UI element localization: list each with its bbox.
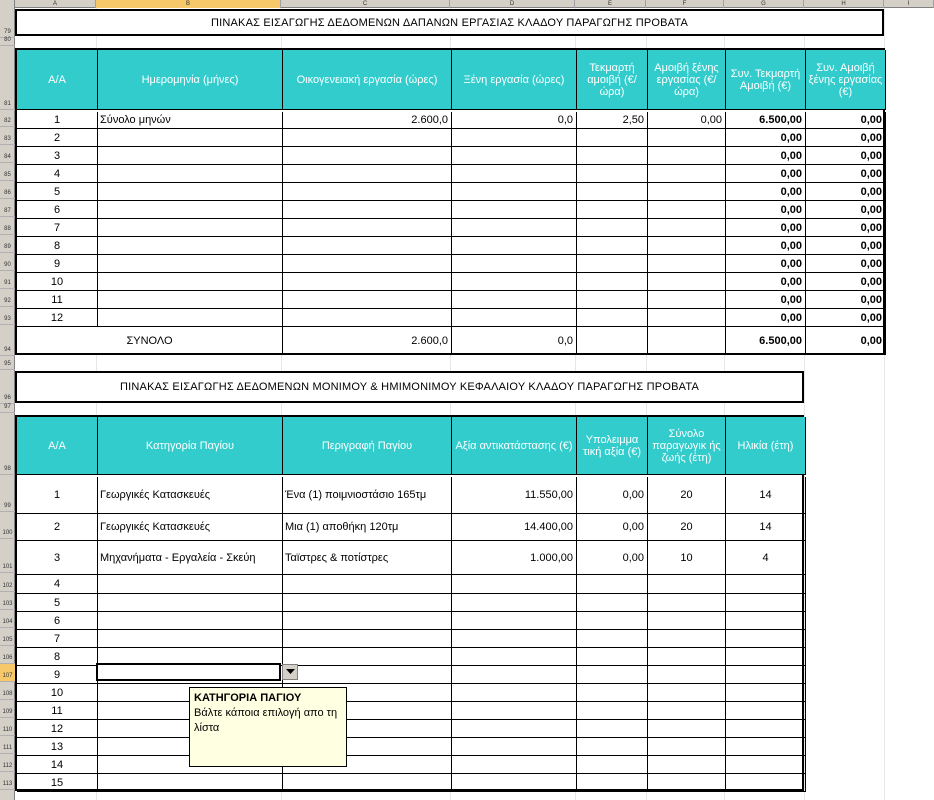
table2-cell[interactable] [452, 684, 577, 702]
table1-cell[interactable]: 0,00 [806, 219, 886, 237]
table2-cell[interactable] [98, 594, 283, 612]
row-header-81[interactable]: 81 [0, 46, 15, 110]
table2-cell: 11 [17, 702, 98, 720]
table2-cell[interactable] [577, 630, 648, 648]
row-header-94[interactable]: 94 [0, 325, 15, 356]
table1-cell[interactable]: 0,00 [726, 219, 806, 237]
table2-title: ΠΙΝΑΚΑΣ ΕΙΣΑΓΩΓΗΣ ΔΕΔΟΜΕΝΩΝ ΜΟΝΙΜΟΥ & ΗΜΙΜΟΝΙΜΟΥ ΚΕΦΑΛΑΙΟΥ ΚΛΑΔΟΥ ΠΑΡΑΓΩΓΗΣ ΠΡΟΒΑΤΑ [15, 371, 804, 403]
column-header-h[interactable]: H [804, 0, 884, 8]
table2-cell[interactable] [726, 575, 806, 594]
row-header-87[interactable]: 87 [0, 199, 15, 217]
table1-cell[interactable]: 0,00 [806, 237, 886, 255]
column-header-g[interactable]: G [724, 0, 804, 8]
table2-cell: 10 [17, 684, 98, 702]
row-header-83[interactable]: 83 [0, 127, 15, 145]
table1-cell[interactable]: 0,00 [648, 112, 726, 129]
table1-cell[interactable]: 0,00 [726, 165, 806, 183]
table1-header-5: Τεκμαρτή αμοιβή (€/ώρα) [577, 50, 648, 110]
table1-header-1: Α/Α [17, 50, 98, 110]
table1-cell: 4 [17, 165, 98, 183]
validation-input-message [189, 687, 347, 767]
table2-cell: 14 [17, 756, 98, 774]
row-header-80[interactable]: 80 [0, 38, 15, 46]
table1-cell[interactable] [577, 165, 648, 183]
table1-cell[interactable]: 6.500,00 [726, 112, 806, 129]
row-header-100[interactable]: 100 [0, 512, 15, 539]
table1-cell[interactable] [283, 147, 452, 165]
table2-cell[interactable] [648, 575, 726, 594]
table2-cell[interactable] [452, 612, 577, 630]
table2-cell[interactable] [283, 612, 452, 630]
table1-cell: 10 [17, 273, 98, 291]
row-header-103[interactable]: 103 [0, 592, 15, 610]
table2-header-2: Κατηγορία Παγίου [98, 417, 283, 475]
table1-cell[interactable]: 0,00 [726, 291, 806, 309]
table1-cell[interactable]: 0,00 [726, 183, 806, 201]
column-header-f[interactable]: F [646, 0, 724, 8]
table1-cell[interactable]: 0,0 [452, 112, 577, 129]
table2-cell[interactable] [452, 648, 577, 666]
row-header-99[interactable]: 99 [0, 475, 15, 512]
row-header-93[interactable]: 93 [0, 307, 15, 325]
row-header-90[interactable]: 90 [0, 253, 15, 271]
table1-cell: 6 [17, 201, 98, 219]
table2-cell[interactable] [577, 648, 648, 666]
table1-cell[interactable]: Σύνολο μηνών [98, 112, 283, 129]
table2-cell[interactable] [577, 738, 648, 756]
table2-cell[interactable]: 0,00 [577, 514, 648, 541]
table1-cell[interactable] [98, 237, 283, 255]
asset-category-dropdown-cell[interactable] [96, 663, 281, 681]
table2-header-5: Υπολειμμα τική αξία (€) [577, 417, 648, 475]
table2-cell[interactable] [452, 756, 577, 774]
table1-header-4: Ξένη εργασία (ώρες) [452, 50, 577, 110]
table1-cell[interactable] [98, 147, 283, 165]
table1-cell[interactable] [648, 201, 726, 219]
table2-cell[interactable]: Μια (1) αποθήκη 120τμ [283, 514, 452, 541]
table2-cell[interactable]: Ταϊστρες & ποτίστρες [283, 541, 452, 575]
column-header-c[interactable]: C [281, 0, 450, 8]
table2-cell[interactable] [577, 594, 648, 612]
table2-header-6: Σύνολο παραγωγικ ής ζωής (έτη) [648, 417, 726, 475]
table2-cell[interactable]: 10 [648, 541, 726, 575]
table1-cell[interactable]: 0,00 [726, 237, 806, 255]
table2-cell[interactable] [577, 612, 648, 630]
table2-cell[interactable] [726, 684, 806, 702]
table2-cell[interactable]: Ένα (1) ποιμνιοστάσιο 165τμ [283, 477, 452, 514]
row-header-98[interactable]: 98 [0, 413, 15, 475]
table1-cell[interactable] [577, 309, 648, 327]
table2-cell[interactable]: 14 [726, 514, 806, 541]
table2-cell[interactable]: Γεωργικές Κατασκευές [98, 514, 283, 541]
table1-cell[interactable] [577, 219, 648, 237]
row-header-106[interactable]: 106 [0, 646, 15, 664]
table2-cell: 15 [17, 774, 98, 792]
table1-cell[interactable]: 0,00 [806, 255, 886, 273]
table1-cell[interactable] [577, 273, 648, 291]
table1-cell[interactable] [98, 201, 283, 219]
table1-cell[interactable] [452, 129, 577, 147]
table1-cell[interactable]: 2,50 [577, 112, 648, 129]
table1-cell[interactable] [452, 147, 577, 165]
table1-cell[interactable] [283, 129, 452, 147]
table2-cell[interactable] [452, 594, 577, 612]
table1-cell[interactable] [648, 219, 726, 237]
table2-cell[interactable] [726, 630, 806, 648]
column-header-d[interactable]: D [450, 0, 575, 8]
table1-cell[interactable]: 0,00 [726, 201, 806, 219]
table1-cell[interactable] [283, 291, 452, 309]
fixed-capital-table [15, 415, 804, 791]
table2-cell[interactable] [577, 575, 648, 594]
table1-cell[interactable] [452, 183, 577, 201]
table1-cell[interactable]: 0,00 [806, 129, 886, 147]
table2-cell[interactable] [452, 702, 577, 720]
table2-cell[interactable] [452, 774, 577, 792]
table1-cell[interactable] [98, 183, 283, 201]
table2-cell[interactable] [577, 684, 648, 702]
row-header-92[interactable]: 92 [0, 289, 15, 307]
table1-cell: 3 [17, 147, 98, 165]
table1-cell[interactable] [452, 201, 577, 219]
row-header-112[interactable]: 112 [0, 754, 15, 772]
table1-cell[interactable]: 0,00 [726, 147, 806, 165]
table2-cell: 5 [17, 594, 98, 612]
table1-cell: 7 [17, 219, 98, 237]
table2-cell[interactable] [98, 612, 283, 630]
table2-cell: 7 [17, 630, 98, 648]
chevron-down-icon [286, 669, 295, 675]
table1-cell[interactable] [452, 219, 577, 237]
table2-cell[interactable] [726, 612, 806, 630]
table2-cell[interactable]: 0,00 [577, 541, 648, 575]
table1-cell[interactable] [98, 219, 283, 237]
row-header-95[interactable]: 95 [0, 356, 15, 370]
table1-cell: 11 [17, 291, 98, 309]
table1-total-cell: 2.600,0 [283, 327, 452, 355]
table1-cell[interactable]: 0,00 [726, 273, 806, 291]
table1-cell[interactable] [648, 147, 726, 165]
column-header-a[interactable]: A [15, 0, 96, 8]
table2-cell: 6 [17, 612, 98, 630]
table1-cell[interactable] [648, 183, 726, 201]
table2-cell: 12 [17, 720, 98, 738]
table1-cell[interactable] [98, 129, 283, 147]
table1-cell[interactable]: 0,00 [726, 255, 806, 273]
table2-cell[interactable] [648, 702, 726, 720]
table1-cell[interactable] [452, 237, 577, 255]
table2-cell[interactable] [98, 630, 283, 648]
row-header-97[interactable]: 97 [0, 404, 15, 413]
table2-cell[interactable] [726, 738, 806, 756]
table2-cell[interactable] [648, 720, 726, 738]
table2-cell[interactable] [648, 630, 726, 648]
table1-cell[interactable] [452, 255, 577, 273]
table2-cell[interactable] [283, 774, 452, 792]
table2-header-4: Αξία αντικατάστασης (€) [452, 417, 577, 475]
table1-cell[interactable]: 0,00 [806, 309, 886, 327]
row-header-85[interactable]: 85 [0, 163, 15, 181]
table2-cell: 3 [17, 541, 98, 575]
row-header-79[interactable]: 79 [0, 8, 15, 38]
table1-cell[interactable] [98, 165, 283, 183]
table1-total-cell [648, 327, 726, 355]
table1-cell[interactable] [577, 201, 648, 219]
table2-cell[interactable] [648, 612, 726, 630]
table1-total-cell: 6.500,00 [726, 327, 806, 355]
table2-cell[interactable] [283, 666, 452, 684]
table1-cell[interactable] [283, 201, 452, 219]
table2-header-7: Ηλικία (έτη) [726, 417, 806, 475]
table2-cell: 1 [17, 477, 98, 514]
table1-cell[interactable] [452, 309, 577, 327]
tooltip-title: ΚΑΤΗΓΟΡΙΑ ΠΑΓΙΟΥ [194, 692, 302, 704]
table1-cell[interactable] [648, 237, 726, 255]
row-header-82[interactable]: 82 [0, 110, 15, 127]
row-header-91[interactable]: 91 [0, 271, 15, 289]
table2-cell[interactable] [648, 774, 726, 792]
row-header-bar [0, 8, 15, 800]
table1-cell[interactable] [577, 291, 648, 309]
table1-cell[interactable]: 0,00 [806, 201, 886, 219]
table1-cell[interactable] [98, 273, 283, 291]
table1-cell[interactable] [577, 129, 648, 147]
table1-cell: 9 [17, 255, 98, 273]
table1-cell[interactable]: 2.600,0 [283, 112, 452, 129]
table1-cell[interactable] [452, 165, 577, 183]
table1-total-cell [577, 327, 648, 355]
table2-cell[interactable] [726, 594, 806, 612]
table1-header-7: Συν. Τεκμαρτή Αμοιβή (€) [726, 50, 806, 110]
table1-cell[interactable] [577, 255, 648, 273]
table1-cell[interactable]: 0,00 [806, 147, 886, 165]
row-header-102[interactable]: 102 [0, 573, 15, 592]
table1-cell[interactable] [283, 183, 452, 201]
row-header-86[interactable]: 86 [0, 181, 15, 199]
dropdown-button[interactable] [282, 664, 298, 680]
table2-cell[interactable] [98, 774, 283, 792]
table2-cell[interactable] [283, 648, 452, 666]
row-header-109[interactable]: 109 [0, 700, 15, 718]
row-header-110[interactable]: 110 [0, 718, 15, 736]
tooltip-message: Βάλτε κάποια επιλογή απο τη λίστα [194, 707, 338, 734]
table2-cell[interactable]: Μηχανήματα - Εργαλεία - Σκεύη [98, 541, 283, 575]
row-header-101[interactable]: 101 [0, 539, 15, 573]
column-header-e[interactable]: E [575, 0, 646, 8]
table2-cell[interactable] [577, 756, 648, 774]
table1-cell[interactable] [283, 165, 452, 183]
row-header-88[interactable]: 88 [0, 217, 15, 235]
table2-cell[interactable]: 4 [726, 541, 806, 575]
table2-cell[interactable]: Γεωργικές Κατασκευές [98, 477, 283, 514]
table2-cell[interactable] [283, 594, 452, 612]
table2-cell[interactable] [726, 666, 806, 684]
table2-cell[interactable]: 11.550,00 [452, 477, 577, 514]
table1-cell[interactable] [648, 255, 726, 273]
table2-header-1: Α/Α [17, 417, 98, 475]
table2-cell[interactable]: 14 [726, 477, 806, 514]
row-header-84[interactable]: 84 [0, 145, 15, 163]
row-header-107[interactable]: 107 [0, 664, 15, 682]
table2-cell[interactable]: 14.400,00 [452, 514, 577, 541]
table1-cell[interactable]: 0,00 [726, 129, 806, 147]
table1-cell[interactable] [452, 273, 577, 291]
table2-cell[interactable] [726, 648, 806, 666]
column-header-b[interactable]: B [96, 0, 281, 8]
table1-total-label: ΣΥΝΟΛΟ [17, 327, 283, 355]
table2-cell[interactable] [648, 648, 726, 666]
table1-header-6: Αμοιβή ξένης εργασίας (€/ώρα) [648, 50, 726, 110]
table2-cell: 8 [17, 648, 98, 666]
table2-cell[interactable]: 20 [648, 477, 726, 514]
table2-cell[interactable]: 1.000,00 [452, 541, 577, 575]
table1-cell[interactable] [98, 291, 283, 309]
table2-cell[interactable] [648, 756, 726, 774]
table2-cell[interactable] [577, 720, 648, 738]
table1-cell[interactable] [577, 147, 648, 165]
table2-cell[interactable]: 0,00 [577, 477, 648, 514]
column-header-bar [0, 0, 934, 8]
table2-cell: 9 [17, 666, 98, 684]
table2-cell[interactable] [577, 774, 648, 792]
table2-cell: 2 [17, 514, 98, 541]
table2-cell[interactable] [726, 756, 806, 774]
table1-header-8: Συν. Αμοιβή ξένης εργασίας (€) [806, 50, 886, 110]
table2-cell[interactable] [648, 684, 726, 702]
table2-cell[interactable] [452, 720, 577, 738]
table2-cell[interactable] [648, 594, 726, 612]
table1-cell[interactable] [98, 255, 283, 273]
table1-cell[interactable]: 0,00 [726, 309, 806, 327]
table1-cell[interactable] [98, 309, 283, 327]
table2-cell[interactable] [452, 575, 577, 594]
table2-cell[interactable] [283, 630, 452, 648]
table2-cell[interactable] [726, 702, 806, 720]
table2-cell[interactable] [648, 666, 726, 684]
table1-cell: 5 [17, 183, 98, 201]
table2-cell[interactable] [726, 720, 806, 738]
table1-total-cell: 0,0 [452, 327, 577, 355]
table2-cell[interactable] [452, 738, 577, 756]
table2-cell: 4 [17, 575, 98, 594]
table1-cell[interactable] [648, 165, 726, 183]
table2-cell: 13 [17, 738, 98, 756]
table1-header-3: Οικογενειακή εργασία (ώρες) [283, 50, 452, 110]
table1-cell[interactable] [577, 237, 648, 255]
row-header-108[interactable]: 108 [0, 682, 15, 700]
table2-cell[interactable] [283, 575, 452, 594]
select-all-corner[interactable] [0, 0, 15, 8]
row-header-111[interactable]: 111 [0, 736, 15, 754]
table1-cell[interactable] [283, 219, 452, 237]
table2-cell[interactable]: 20 [648, 514, 726, 541]
table1-cell[interactable]: 0,00 [806, 291, 886, 309]
table2-cell[interactable] [452, 666, 577, 684]
table1-cell[interactable] [577, 183, 648, 201]
table1-cell: 1 [17, 112, 98, 129]
row-header-113[interactable]: 113 [0, 772, 15, 790]
table1-cell[interactable]: 0,00 [806, 112, 886, 129]
row-header-105[interactable]: 105 [0, 628, 15, 646]
table1-title: ΠΙΝΑΚΑΣ ΕΙΣΑΓΩΓΗΣ ΔΕΔΟΜΕΝΩΝ ΔΑΠΑΝΩΝ ΕΡΓΑΣΙΑΣ ΚΛΑΔΟΥ ΠΑΡΑΓΩΓΗΣ ΠΡΟΒΑΤΑ [15, 9, 884, 36]
table1-total-cell: 0,00 [806, 327, 886, 355]
table1-cell[interactable]: 0,00 [806, 165, 886, 183]
row-header-89[interactable]: 89 [0, 235, 15, 253]
table1-cell[interactable] [452, 291, 577, 309]
table2-cell[interactable] [577, 666, 648, 684]
table1-cell: 8 [17, 237, 98, 255]
row-header-104[interactable]: 104 [0, 610, 15, 628]
table1-cell[interactable] [648, 309, 726, 327]
table1-cell[interactable]: 0,00 [806, 273, 886, 291]
table1-cell[interactable] [283, 237, 452, 255]
table2-cell[interactable] [98, 575, 283, 594]
table1-cell[interactable]: 0,00 [806, 183, 886, 201]
table1-cell[interactable] [283, 273, 452, 291]
table1-cell: 12 [17, 309, 98, 327]
table1-cell[interactable] [648, 129, 726, 147]
table1-cell: 2 [17, 129, 98, 147]
table1-cell[interactable] [283, 255, 452, 273]
table1-cell[interactable] [283, 309, 452, 327]
table1-header-2: Ημερομηνία (μήνες) [98, 50, 283, 110]
table2-cell[interactable] [726, 774, 806, 792]
table2-cell[interactable] [577, 702, 648, 720]
table1-cell[interactable] [648, 291, 726, 309]
table1-cell[interactable] [648, 273, 726, 291]
row-header-96[interactable]: 96 [0, 370, 15, 404]
table2-cell[interactable] [648, 738, 726, 756]
column-header-i[interactable]: I [884, 0, 934, 8]
table2-header-3: Περιγραφή Παγίου [283, 417, 452, 475]
table2-cell[interactable] [452, 630, 577, 648]
labor-costs-table [15, 48, 885, 355]
